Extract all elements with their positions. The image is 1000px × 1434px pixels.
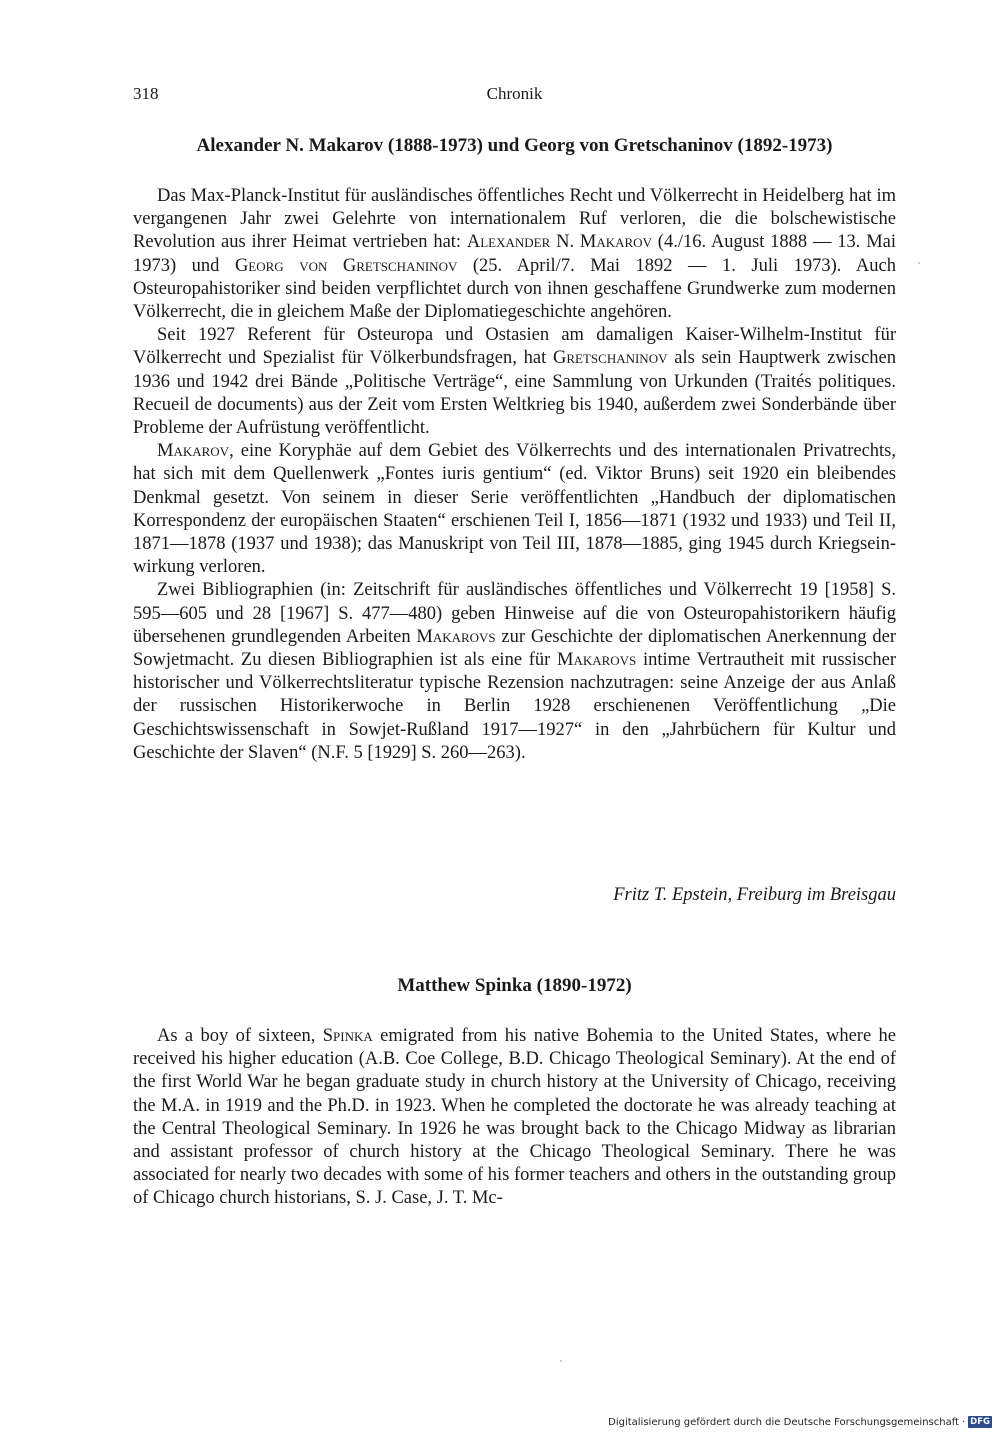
dfg-logo-icon: DFG	[970, 1417, 990, 1427]
paragraph: Makarov, eine Koryphäe auf dem Gebiet des Völkerrechts und des internationalen Privatrechts, hat sich mit dem Quellenwerk „Fontes iuris gentium“ (ed. Viktor Bruns) seit 1920 ein bleibendes Denkmal gesetzt. Von seinem in dieser Serie veröffentlichten „Handbuch der diplomatischen Korrespondenz der europäischen Staaten“ erschienen Teil I, 1856—1871 (1932 und 1933) und Teil II, 1871—1878 (1937 und 1938); das Manuskript von Teil III, 1878—1885, ging 1945 durch Kriegseinwirkung verloren.	[133, 441, 896, 578]
scan-speck	[918, 262, 920, 264]
article-body-spinka	[133, 1025, 896, 1211]
article-body-makarov-gretschaninov	[133, 185, 896, 765]
small-caps-name: Makarovs	[557, 650, 637, 671]
page-number: 318	[133, 84, 159, 103]
footer-separator: ·	[961, 1416, 966, 1428]
small-caps-name: Gretschaninov	[553, 348, 668, 369]
running-title: Chronik	[486, 84, 543, 103]
footer-text: Digitalisierung gefördert durch die Deutsche Forschungsgemeinschaft	[608, 1416, 959, 1428]
small-caps-name: Alexander N. Makarov	[466, 232, 652, 253]
scan-speck	[560, 1360, 562, 1362]
paragraph: Das Max-Planck-Institut für ausländisches öffentliches Recht und Völkerrecht in Heidelberg hat im vergangenen Jahr zwei Gelehrte von internationalem Ruf verloren, die die bolschewistische Revolution aus ihrer Heimat vertrieben hat: Alexander N. Makarov (4./16. August 1888 — 13. Mai 1973) und Georg von Gretschaninov (25. April/7. Mai 1892 — 1. Juli 1973). Auch Osteuropahistoriker sind beiden verpflichtet durch von ihnen geschaffene Grundwerke zum modernen Völkerrecht, die in gleichem Maße der Diplomatiegeschichte angehören.	[133, 186, 897, 323]
small-caps-name: Makarovs	[416, 626, 496, 647]
article-title-makarov-gretschaninov: Alexander N. Makarov (1888-1973) und Georg von Gretschaninov (1892-1973)	[196, 135, 833, 156]
small-caps-name: Georg von Gretschaninov	[234, 255, 458, 276]
article-title-spinka: Matthew Spinka (1890-1972)	[397, 975, 632, 996]
digitization-footer	[608, 1416, 992, 1428]
small-caps-name: Makarov	[157, 441, 230, 462]
page-header	[133, 84, 896, 108]
author-signature: Fritz T. Epstein, Freiburg im Breisgau	[613, 885, 896, 905]
small-caps-name: Spinka	[322, 1026, 373, 1046]
paragraph: As a boy of sixteen, Spinka emigrated from his native Bohemia to the United States, where he received his higher education (A.B. Coe College, B.D. Chicago Theological Seminary). At the end of the first World War he began graduate study in church history at the University of Chicago, receiving the M.A. in 1919 and the Ph.D. in 1923. When he completed the doctorate he was already teaching at the Central Theological Seminary. In 1926 he was brought back to the Chicago Midway as librarian and assistant professor of church history at the Chicago Theological Seminary. There he was associated for nearly two decades with some of his former teachers and others in the outstanding group of Chicago church historians, S. J. Case, J. T. Mc-	[133, 1026, 896, 1209]
paragraph: Zwei Bibliographien (in: Zeitschrift für ausländisches öffentliches und Völkerrecht 19 [1958] S. 595—605 und 28 [1967] S. 477—480) geben Hinweise auf die von Osteuropahistorikern häufig übersehenen grundlegenden Arbeiten Makarovs zur Geschichte der diplomatischen Anerkennung der Sowjetmacht. Zu diesen Bibliographien ist als eine für Makarovs intime Vertrautheit mit russischer historischer und Völkerrechtsliteratur typische Rezension nachzutragen: seine Anzeige der aus Anlaß der russischen Historikerwoche in Berlin 1928 erschienenen Veröffentlichung „Die Geschichtswissenschaft in Sowjet-Rußland 1917—1927“ in den „Jahrbüchern für Kultur und Geschichte der Slaven“ (N.F. 5 [1929] S. 260—263).	[133, 580, 896, 763]
paragraph: Seit 1927 Referent für Osteuropa und Ostasien am damaligen Kaiser-Wilhelm-Institut für Völkerrecht und Spezialist für Völkerbundsfragen, hat Gretschaninov als sein Hauptwerk zwischen 1936 und 1942 drei Bände „Politische Verträge“, eine Sammlung von Urkunden (Traités politiques. Recueil de documents) aus der Zeit vom Ersten Weltkrieg bis 1940, außerdem zwei Sonderbände über Probleme der Aufrüstung veröffentlicht.	[133, 325, 896, 439]
